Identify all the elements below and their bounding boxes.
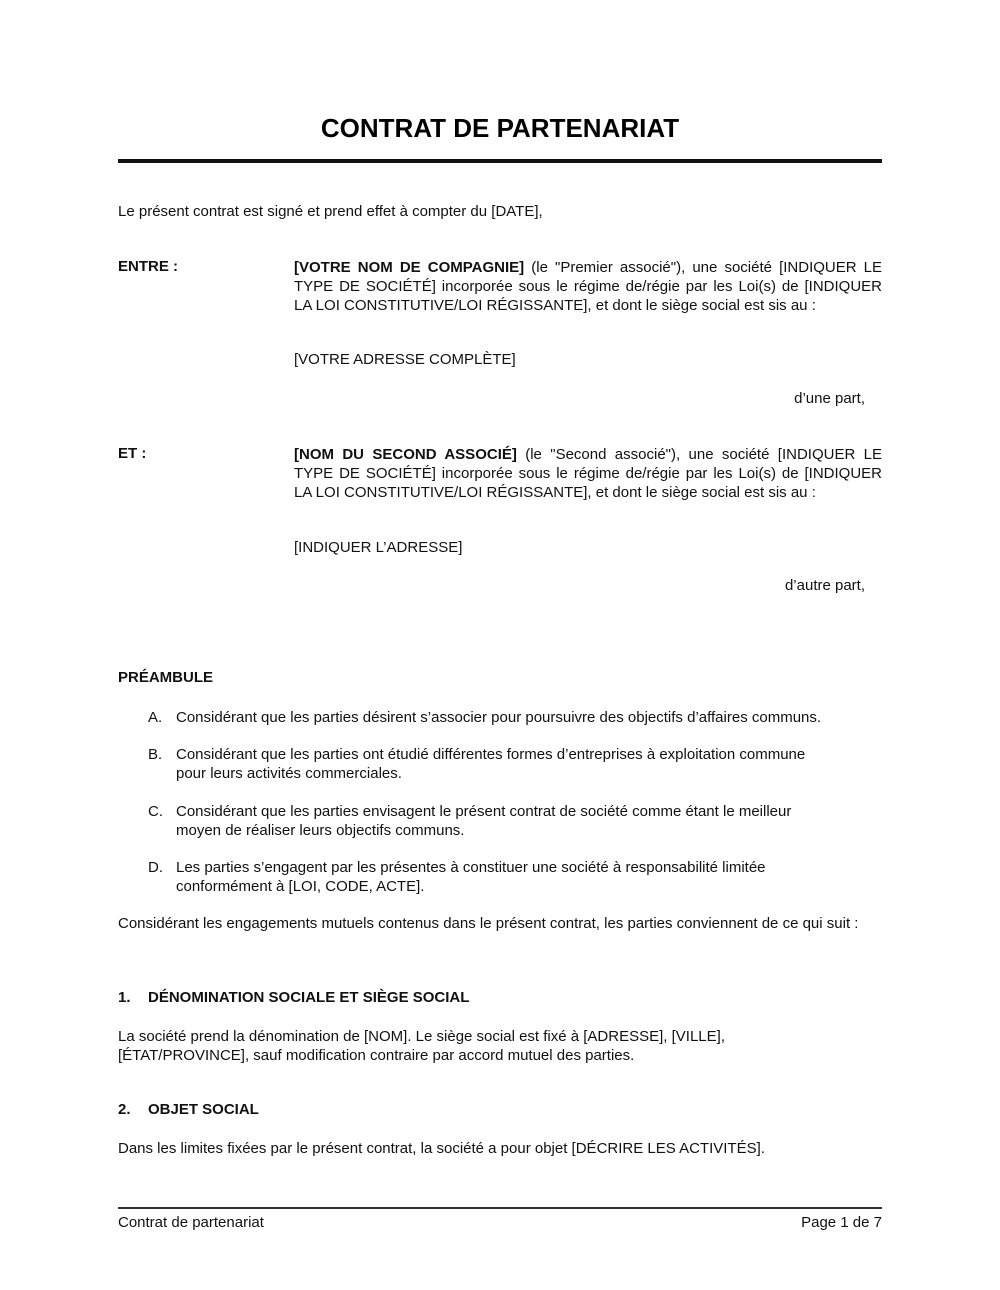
preamble-item-b [148,745,878,783]
party-label-et: ET : [118,445,147,462]
preamble-item-letter: D. [148,859,163,876]
party-2-text: (le "Second associé"), une société [INDIQUER LE TYPE DE SOCIÉTÉ] incorporée sous le régime de/régie par les Loi(s) de [INDIQUER LA LOI CONSTITUTIVE/LOI RÉGISSANTE], et dont le siège social est sis au : [294,446,882,501]
footer-page-number: Page 1 de 7 [801,1214,882,1231]
title-divider [118,159,882,163]
preamble-item-text: Considérant que les parties désirent s’associer pour poursuivre des objectifs d’affaires communs. [176,709,822,726]
preamble-item-text: Considérant que les parties envisagent le présent contrat de société comme étant le meilleur moyen de réaliser leurs objectifs communs. [176,803,792,839]
section-number: 1. [118,989,131,1006]
section-1-heading [118,989,469,1006]
party-1-description [294,258,882,315]
preamble-item-letter: B. [148,746,163,763]
party-2-address: [INDIQUER L’ADRESSE] [294,539,463,556]
section-title: DÉNOMINATION SOCIALE ET SIÈGE SOCIAL [148,989,470,1006]
party-1-name: [VOTRE NOM DE COMPAGNIE] [294,259,525,276]
section-title: OBJET SOCIAL [148,1101,259,1118]
document-title: CONTRAT DE PARTENARIAT [320,113,680,143]
party-1-closing: d’une part, [794,390,865,407]
preamble-conclusion: Considérant les engagements mutuels contenus dans le présent contrat, les parties conviennent de ce qui suit : [118,915,859,932]
preamble-item-text: Les parties s’engagent par les présentes à constituer une société à responsabilité limitée conformément à [LOI, CODE, ACTE]. [176,859,766,895]
section-1-body: La société prend la dénomination de [NOM]. Le siège social est fixé à [ADRESSE], [VILLE], [ÉTAT/PROVINCE], sauf modification contraire par accord mutuel des parties. [118,1028,725,1064]
preamble-item-letter: C. [148,803,163,820]
footer-divider [118,1207,882,1209]
preamble-heading: PRÉAMBULE [118,669,214,686]
footer-document-name: Contrat de partenariat [118,1214,264,1231]
party-2-closing: d’autre part, [784,577,865,594]
preamble-item-text: Considérant que les parties ont étudié différentes formes d’entreprises à exploitation commune pour leurs activités commerciales. [176,746,806,782]
section-2-body: Dans les limites fixées par le présent contrat, la société a pour objet [DÉCRIRE LES ACTIVITÉS]. [118,1140,765,1157]
preamble-item-a [148,708,878,727]
party-2-name: [NOM DU SECOND ASSOCIÉ] [294,446,517,463]
party-1-text: (le "Premier associé"), une société [INDIQUER LE TYPE DE SOCIÉTÉ] incorporée sous le régime de/régie par les Loi(s) de [INDIQUER LA LOI CONSTITUTIVE/LOI RÉGISSANTE], et dont le siège social est sis au : [294,259,883,314]
party-label-entre: ENTRE : [118,258,178,275]
preamble-item-letter: A. [148,709,163,726]
party-1-address: [VOTRE ADRESSE COMPLÈTE] [294,351,516,368]
section-number: 2. [118,1101,131,1118]
party-2-description [294,445,882,502]
section-2-heading [118,1101,259,1118]
intro-paragraph: Le présent contrat est signé et prend effet à compter du [DATE], [118,203,543,220]
preamble-item-c [148,802,878,840]
preamble-item-d [148,858,878,896]
